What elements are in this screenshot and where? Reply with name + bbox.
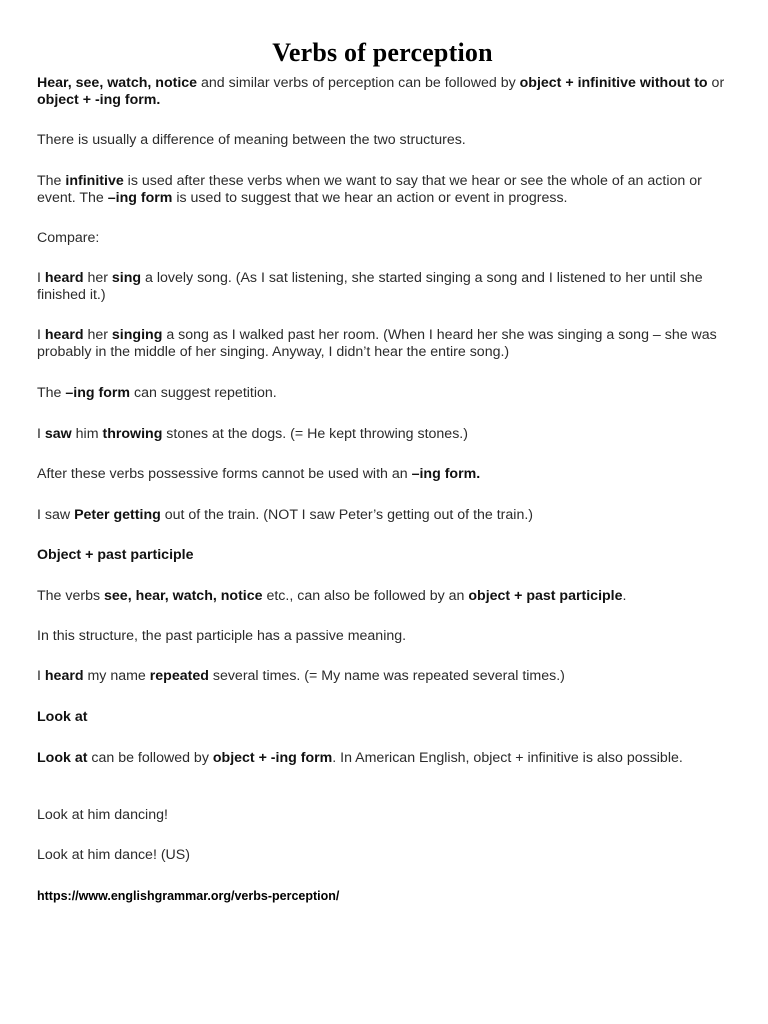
text-run: her xyxy=(83,327,112,343)
paragraph xyxy=(37,588,732,605)
bold-text: heard xyxy=(44,270,84,286)
paragraph xyxy=(37,507,732,524)
text-run: Compare: xyxy=(37,230,100,246)
text-run: The verbs xyxy=(37,588,105,604)
text-run: and similar verbs of perception can be followed by xyxy=(197,75,520,91)
paragraph xyxy=(37,270,732,304)
text-run: several times. (= My name was repeated several times.) xyxy=(208,668,565,684)
bold-text: Look at xyxy=(37,750,88,766)
paragraph xyxy=(37,847,732,864)
paragraph xyxy=(37,132,732,149)
text-run: I xyxy=(37,426,45,442)
paragraph xyxy=(37,385,732,402)
text-run: Look at him dancing! xyxy=(37,807,168,823)
text-run: I xyxy=(37,270,45,286)
bold-text: see, hear, watch, notice xyxy=(104,588,263,604)
paragraph xyxy=(37,75,732,109)
text-run: etc., can also be followed by an xyxy=(262,588,469,604)
text-run: I saw xyxy=(37,507,75,523)
paragraph xyxy=(37,466,732,483)
bold-text: object + past participle xyxy=(468,588,623,604)
text-run: After these verbs possessive forms cannot be used with an xyxy=(37,466,412,482)
bold-text: –ing form xyxy=(107,190,173,206)
text-run: I xyxy=(37,668,45,684)
bold-text: saw xyxy=(44,426,72,442)
text-run: or xyxy=(707,75,725,91)
text-run: . xyxy=(622,588,627,604)
bold-text: throwing xyxy=(102,426,163,442)
bold-text: object + infinitive without to xyxy=(519,75,708,91)
bold-text: sing xyxy=(111,270,142,286)
bold-text: Object + past participle xyxy=(37,547,194,563)
paragraph xyxy=(37,173,732,207)
bold-text: infinitive xyxy=(65,173,124,189)
bold-text: heard xyxy=(44,668,84,684)
bold-text: –ing form xyxy=(65,385,131,401)
text-run: can be followed by xyxy=(87,750,213,766)
text-run: . In American English, object + infinitive is also possible. xyxy=(332,750,683,766)
text-run: The xyxy=(37,173,66,189)
paragraph xyxy=(37,230,732,247)
paragraph xyxy=(37,628,732,645)
text-run: There is usually a difference of meaning between the two structures. xyxy=(37,132,466,148)
text-run: her xyxy=(83,270,112,286)
paragraph xyxy=(37,426,732,443)
paragraph xyxy=(37,750,732,767)
paragraph xyxy=(37,807,732,824)
bold-text: Look at xyxy=(37,709,88,725)
bold-text: object + -ing form. xyxy=(37,92,161,108)
text-run: out of the train. (NOT I saw Peter’s getting out of the train.) xyxy=(160,507,533,523)
text-run: a song as I walked past her room. (When I heard her she was singing a song – she was probably in the middle of her singing. Anyway, I didn’t hear the entire song.) xyxy=(37,327,717,360)
bold-text: Hear, see, watch, notice xyxy=(37,75,198,91)
source-link[interactable]: https://www.englishgrammar.org/verbs-perception/ xyxy=(37,889,340,903)
text-run: The xyxy=(37,385,66,401)
paragraph xyxy=(37,547,732,564)
bold-text: –ing form. xyxy=(411,466,481,482)
text-run: can suggest repetition. xyxy=(130,385,277,401)
bold-text: Peter getting xyxy=(74,507,161,523)
text-run: stones at the dogs. (= He kept throwing stones.) xyxy=(162,426,468,442)
text-run: I xyxy=(37,327,45,343)
paragraph xyxy=(37,668,732,685)
paragraph xyxy=(37,709,732,726)
bold-text: object + -ing form xyxy=(212,750,333,766)
text-run: Look at him dance! (US) xyxy=(37,847,190,863)
text-run: him xyxy=(71,426,103,442)
bold-text: singing xyxy=(111,327,163,343)
text-run: my name xyxy=(83,668,150,684)
page-title: Verbs of perception xyxy=(272,38,493,67)
bold-text: heard xyxy=(44,327,84,343)
bold-text: repeated xyxy=(149,668,209,684)
text-run: is used to suggest that we hear an action or event in progress. xyxy=(172,190,568,206)
text-run: is used after these verbs when we want to say that we hear or see the whole of an action or event. The xyxy=(37,173,702,206)
paragraph xyxy=(37,327,732,361)
text-run: In this structure, the past participle has a passive meaning. xyxy=(37,628,407,644)
text-run: a lovely song. (As I sat listening, she started singing a song and I listened to her until she finished it.) xyxy=(37,270,703,303)
